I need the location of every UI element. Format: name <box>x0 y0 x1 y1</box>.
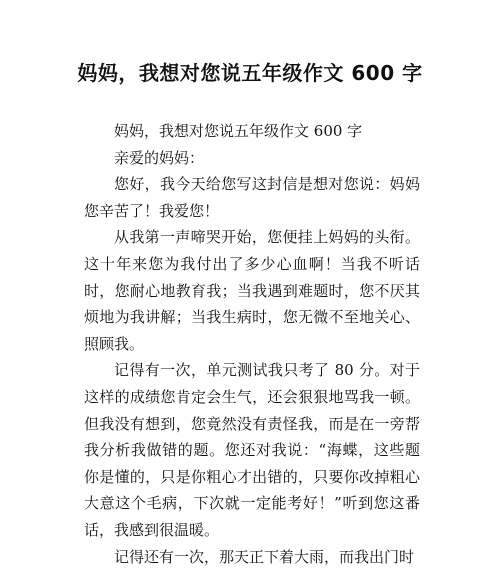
paragraph-heading-repeat: 妈妈，我想对您说五年级作文 600 字 <box>84 118 420 145</box>
paragraph-salutation: 亲爱的妈妈： <box>84 145 420 172</box>
document-body <box>84 118 420 570</box>
paragraph-rain-memory: 记得还有一次，那天正下着大雨，而我出门时 <box>84 544 420 570</box>
document-title: 妈妈，我想对您说五年级作文 600 字 <box>0 56 500 90</box>
paragraph-greeting: 您好，我今天给您写这封信是想对您说：妈妈您辛苦了！我爱您！ <box>84 171 420 224</box>
paragraph-care: 从我第一声啼哭开始，您便挂上妈妈的头衔。这十年来您为我付出了多少心血啊！当我不听话时，您耐心地教育我；当我遇到难题时，您不厌其烦地为我讲解；当我生病时，您无微不至地关心、照顾我。 <box>84 224 420 357</box>
paragraph-test-memory: 记得有一次，单元测试我只考了 80 分。对于这样的成绩您肯定会生气，还会狠狠地骂我一顿。但我没有想到，您竟然没有责怪我，而是在一旁帮我分析我做错的题。您还对我说：“海蝶，这些题你是懂的，只是你粗心才出错的，只要你改掉粗心大意这个毛病，下次就一定能考好！”听到您这番话，我感到很温暖。 <box>84 357 420 543</box>
